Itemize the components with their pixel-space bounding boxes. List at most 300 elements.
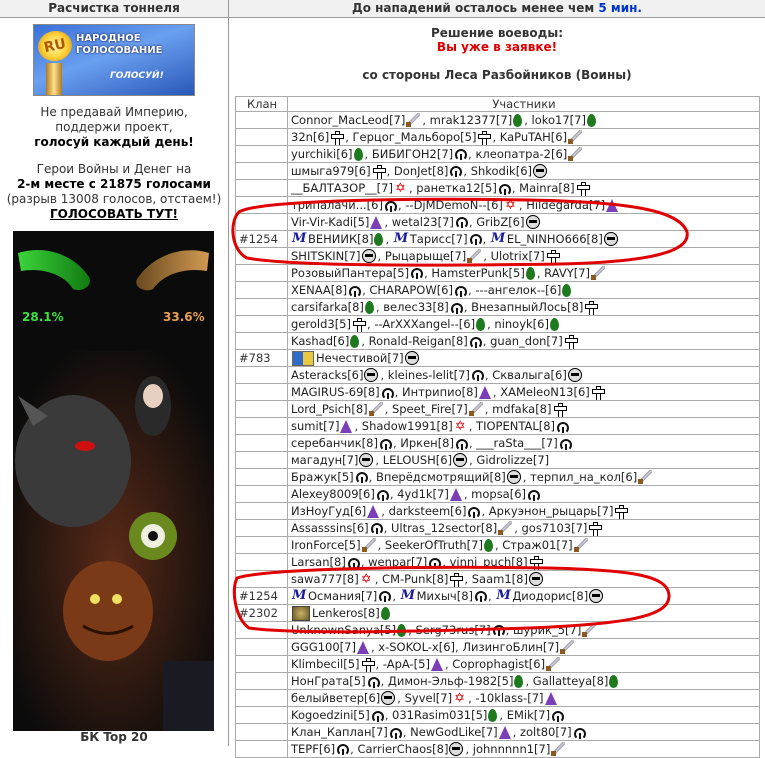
- cross-icon[interactable]: [576, 182, 589, 195]
- skull-icon[interactable]: [453, 453, 467, 467]
- clan-m-icon[interactable]: M: [393, 231, 409, 247]
- dagger-icon[interactable]: [467, 249, 481, 263]
- clan-cell: [236, 622, 288, 639]
- table-row: [236, 384, 760, 401]
- participant-name[interactable]: Lord_Psich[8]: [291, 401, 368, 416]
- participant-name[interactable]: kleines-lelit[7]: [387, 367, 470, 382]
- dagger-icon[interactable]: [498, 521, 512, 535]
- participant-name[interactable]: EL_NINHO666[8]: [506, 231, 603, 246]
- participant-name[interactable]: GGG100[7]: [291, 639, 356, 654]
- clan-cell: [236, 707, 288, 724]
- clan-cell: [236, 299, 288, 316]
- participant-name[interactable]: johnnnnn1[7]: [472, 741, 551, 756]
- participant-name[interactable]: __БАЛТАЗОР__[7]: [291, 181, 393, 195]
- clan-emblem-icon[interactable]: [292, 606, 310, 621]
- hook-icon[interactable]: [454, 148, 466, 160]
- participant-name[interactable]: CHARAPOW[6]: [369, 283, 453, 297]
- clan-m-icon[interactable]: M: [292, 231, 307, 247]
- hook-icon[interactable]: [450, 302, 462, 314]
- participant-name[interactable]: gerold3[5]: [291, 317, 351, 331]
- participant-name[interactable]: SeekerOfTruth[7]: [384, 537, 483, 552]
- participant-name[interactable]: терпил_на_кол[6]: [530, 469, 638, 484]
- leaf-icon[interactable]: [488, 709, 497, 722]
- participant-name[interactable]: -10klass-[7]: [475, 690, 544, 705]
- table-row: [236, 452, 760, 469]
- wizard-hat-icon[interactable]: [479, 386, 491, 399]
- skull-icon[interactable]: [526, 215, 540, 229]
- hook-icon[interactable]: [410, 267, 422, 279]
- members-cell: [288, 350, 760, 367]
- participant-name[interactable]: CM-Punk[8]: [382, 571, 449, 586]
- dagger-icon[interactable]: [551, 742, 565, 756]
- wizard-hat-icon[interactable]: [340, 420, 352, 433]
- hook-icon[interactable]: [376, 489, 388, 501]
- clan-cell: [236, 282, 288, 299]
- leaf-icon[interactable]: [514, 675, 523, 688]
- participant-name[interactable]: --ArXXXangel--[6]: [374, 317, 476, 331]
- participant-name[interactable]: Gidrolizze[7]: [476, 452, 550, 467]
- participant-name[interactable]: ранетка12[5]: [416, 181, 497, 195]
- leaf-icon[interactable]: [587, 114, 596, 127]
- clan-m-icon[interactable]: M: [496, 588, 511, 604]
- participant-name[interactable]: Иркен[8]: [400, 436, 454, 450]
- cross-icon[interactable]: [591, 386, 604, 399]
- members-cell: UnknownSanya[5] , Serg73rus[7] , шурик_5[7]: [288, 622, 760, 639]
- star-icon[interactable]: ✡: [504, 198, 516, 213]
- participant-name[interactable]: DonJet[8]: [393, 163, 449, 178]
- war-poster[interactable]: [13, 231, 214, 731]
- participant-name[interactable]: GribZ[6]: [476, 214, 525, 229]
- leaf-icon[interactable]: [374, 233, 383, 246]
- members-cell: Бражук[5] , Вперёдсмотрящий[8] , терпил_на_кол[6]: [288, 469, 760, 486]
- dagger-icon[interactable]: [638, 470, 652, 484]
- clan-column-header: Клан: [236, 97, 288, 112]
- dagger-icon[interactable]: [560, 640, 574, 654]
- leaf-icon[interactable]: [609, 675, 618, 688]
- wizard-hat-icon[interactable]: [357, 641, 369, 654]
- hook-icon[interactable]: [428, 557, 440, 569]
- star-icon[interactable]: ✡: [454, 419, 466, 434]
- members-cell: [288, 605, 760, 622]
- participant-name[interactable]: TIOPENTAL[8]: [476, 419, 556, 433]
- hook-icon[interactable]: [370, 522, 382, 534]
- clan-cell: [236, 214, 288, 231]
- wizard-hat-icon[interactable]: [450, 488, 462, 501]
- hook-icon[interactable]: [551, 710, 563, 722]
- participant-name[interactable]: НонГрата[5]: [291, 674, 366, 688]
- members-cell: carsifarka[8] , велес33[8] , ВнезапныйЛось[8]: [288, 299, 760, 316]
- skull-icon[interactable]: [405, 351, 419, 365]
- members-cell: yurchiki[6] , БИБИГОН2[7] , клеопатра-2[6]: [288, 146, 760, 163]
- vote-link[interactable]: ГОЛОСОВАТЬ ТУТ!: [49, 207, 179, 221]
- table-row: [236, 537, 760, 554]
- hook-icon[interactable]: [559, 438, 571, 450]
- skull-icon[interactable]: [568, 368, 582, 382]
- cross-icon[interactable]: [614, 505, 627, 518]
- poster-art: [13, 231, 214, 731]
- skull-icon[interactable]: [381, 691, 395, 705]
- participant-name[interactable]: EMik[7]: [506, 708, 551, 722]
- leaf-icon[interactable]: [365, 301, 374, 314]
- participant-name[interactable]: darksteem[6]: [388, 504, 467, 518]
- members-cell: gerold3[5] , --ArXXXangel--[6] , ninoyk[6]: [288, 316, 760, 333]
- participant-name[interactable]: KaPuTAH[6]: [499, 129, 568, 144]
- table-row: [236, 435, 760, 452]
- table-row: [236, 554, 760, 571]
- table-row: [236, 503, 760, 520]
- participant-name[interactable]: Asteracks[6]: [291, 367, 364, 382]
- members-cell: Asteracks[6] , kleines-lelit[7] , Сквалыга[6]: [288, 367, 760, 384]
- participant-name[interactable]: -ApA-[5]: [382, 656, 430, 671]
- participant-name[interactable]: белыйветер[6]: [291, 690, 381, 705]
- participant-name[interactable]: XAMeleoN13[6]: [500, 385, 590, 399]
- clan-cell: [236, 639, 288, 656]
- skull-icon[interactable]: [364, 368, 378, 382]
- participant-name[interactable]: магадун[7]: [291, 452, 359, 467]
- participant-name[interactable]: Ronald-Reigan[8]: [368, 334, 468, 348]
- star-icon[interactable]: ✡: [395, 181, 406, 196]
- participant-name[interactable]: Kashad[6]: [291, 334, 350, 348]
- participant-name[interactable]: 031Rasim031[5]: [392, 708, 488, 722]
- skull-icon[interactable]: [604, 232, 618, 246]
- skull-icon[interactable]: [507, 470, 521, 484]
- participant-name[interactable]: LELOUSH[6]: [382, 452, 453, 467]
- table-row: [236, 469, 760, 486]
- participant-name[interactable]: Speet_Fire[7]: [391, 401, 468, 416]
- participant-name[interactable]: zolt80[7]: [519, 725, 572, 739]
- participant-name[interactable]: Михыч[8]: [416, 588, 473, 603]
- dagger-icon[interactable]: [568, 130, 582, 144]
- hook-icon[interactable]: [467, 506, 479, 518]
- participant-name[interactable]: MAGIRUS-69[8]: [291, 385, 380, 399]
- participant-name[interactable]: трипалачи...[6]: [291, 198, 383, 212]
- table-row: [236, 231, 760, 248]
- participant-name[interactable]: TEPF[6]: [291, 741, 336, 756]
- participant-name[interactable]: mdfaka[8]: [492, 401, 552, 416]
- clan-cell: [236, 163, 288, 180]
- participant-name[interactable]: Assasssins[6]: [291, 520, 369, 535]
- leaf-icon[interactable]: [476, 318, 485, 331]
- participant-name[interactable]: Kogoedzini[5]: [291, 708, 370, 722]
- participant-name[interactable]: ВнезапныйЛось[8]: [471, 300, 584, 314]
- participant-name[interactable]: SHITSKIN[7]: [291, 248, 361, 263]
- clan-m-icon[interactable]: M: [490, 231, 506, 247]
- cross-icon[interactable]: [564, 335, 577, 348]
- table-row: [236, 707, 760, 724]
- participant-name[interactable]: ВЕНИИК[8]: [308, 231, 374, 246]
- participant-name[interactable]: yurchiki[6]: [291, 146, 353, 161]
- table-row: [236, 214, 760, 231]
- participant-name[interactable]: Saam1[8]: [471, 571, 528, 586]
- participant-name[interactable]: Gallatteya[8]: [532, 674, 609, 688]
- members-cell: sumit[7] , Shadow1991[8] ✡ , TIOPENTAL[8]: [288, 418, 760, 435]
- participant-name[interactable]: 32n[6]: [291, 129, 330, 144]
- leaf-icon[interactable]: [513, 114, 522, 127]
- participant-name[interactable]: Герцог_Мальборо[5]: [352, 129, 477, 144]
- members-cell: M ВЕНИИК[8] , M Тарисс[7] , M EL_NINHO666[8]: [288, 231, 760, 248]
- participant-name[interactable]: sumit[7]: [291, 419, 340, 433]
- members-cell: Larsan[8] , wenpar[7] , vinni_puch[8]: [288, 554, 760, 571]
- participant-name[interactable]: ИзНоуГуд[6]: [291, 504, 367, 518]
- wizard-hat-icon[interactable]: [431, 658, 443, 671]
- wizard-hat-icon[interactable]: [499, 726, 511, 739]
- clan-cell: [236, 452, 288, 469]
- participant-name[interactable]: Alexey8009[6]: [291, 487, 375, 501]
- cross-icon[interactable]: [584, 301, 597, 314]
- participant-name[interactable]: Клан_Каплан[7]: [291, 725, 388, 739]
- participant-name[interactable]: Рыцарыще[7]: [384, 248, 467, 263]
- participant-name[interactable]: Mainra[8]: [519, 181, 575, 195]
- participant-name[interactable]: Вперёдсмотрящий[8]: [375, 469, 506, 484]
- participant-name[interactable]: серебанчик[8]: [291, 436, 378, 450]
- participant-name[interactable]: Ultras_12sector[8]: [390, 520, 498, 535]
- participant-name[interactable]: Диодорис[8]: [512, 588, 589, 603]
- skull-icon[interactable]: [533, 164, 547, 178]
- participant-name[interactable]: Тарисс[7]: [409, 231, 468, 246]
- clan-cell: [236, 503, 288, 520]
- clan-m-icon[interactable]: M: [400, 588, 416, 604]
- participant-name[interactable]: Shadow1991[8]: [361, 419, 453, 433]
- clan-cell: [236, 435, 288, 452]
- hook-icon[interactable]: [469, 336, 481, 348]
- cross-icon[interactable]: [449, 573, 462, 586]
- members-cell: TEPF[6] , CarrierChaos[8] , johnnnnn1[7]: [288, 741, 760, 758]
- skull-icon[interactable]: [529, 572, 543, 586]
- star-icon[interactable]: ✡: [360, 571, 372, 587]
- participant-name[interactable]: ЛизингоБлин[7]: [462, 639, 560, 654]
- participant-name[interactable]: gos7103[7]: [521, 520, 588, 535]
- participant-name[interactable]: БИБИГОН2[7]: [371, 146, 454, 161]
- hook-icon[interactable]: [336, 743, 348, 755]
- participant-name[interactable]: Аркуэнон_рыцарь[7]: [488, 504, 614, 518]
- participant-name[interactable]: велес33[8]: [383, 300, 449, 314]
- hook-icon[interactable]: [367, 676, 379, 688]
- hook-icon[interactable]: [527, 489, 539, 501]
- cross-icon[interactable]: [361, 658, 374, 671]
- participant-name[interactable]: HamsterPunk[5]: [431, 265, 525, 280]
- clan-cell: [236, 146, 288, 163]
- leaf-icon[interactable]: [381, 607, 390, 620]
- rating-text: Герои Войны и Денег на 2-м месте с 21875 голосами (разрыв 13008 голосов, отстаем!) ГОЛОСОВАТЬ ТУТ!: [6, 162, 222, 221]
- clan-flag-icon[interactable]: [292, 351, 314, 366]
- clan-cell: [236, 537, 288, 554]
- participant-name[interactable]: шурик_5[7]: [512, 622, 582, 637]
- clan-cell: [236, 248, 288, 265]
- hook-icon[interactable]: [379, 438, 391, 450]
- clan-cell: [236, 367, 288, 384]
- clan-cell: #1254: [236, 231, 288, 248]
- side-label: со стороны Леса Разбойников (Воины): [362, 68, 632, 82]
- cross-icon[interactable]: [372, 165, 385, 178]
- cross-icon[interactable]: [477, 131, 490, 144]
- cross-icon[interactable]: [330, 131, 343, 144]
- clan-cell: [236, 656, 288, 673]
- hook-icon[interactable]: [573, 727, 585, 739]
- dagger-icon[interactable]: [582, 623, 596, 637]
- hook-icon[interactable]: [471, 369, 483, 381]
- participant-name[interactable]: Нечестивой[7]: [316, 350, 404, 365]
- hook-icon[interactable]: [348, 285, 360, 297]
- clan-cell: [236, 112, 288, 129]
- leaf-icon[interactable]: [350, 335, 359, 348]
- dagger-icon[interactable]: [574, 538, 588, 552]
- dagger-icon[interactable]: [406, 113, 420, 127]
- table-row: [236, 367, 760, 384]
- skull-icon[interactable]: [359, 453, 373, 467]
- leaf-icon[interactable]: [550, 318, 559, 331]
- members-cell: шмыга979[6] , DonJet[8] , Shkodik[6]: [288, 163, 760, 180]
- participant-name[interactable]: Klimbecil[5]: [291, 656, 360, 671]
- participant-name[interactable]: wenpar[7]: [368, 555, 428, 569]
- table-row: [236, 605, 760, 622]
- dagger-icon[interactable]: [469, 402, 483, 416]
- participant-name[interactable]: CarrierChaos[8]: [357, 741, 449, 756]
- participant-name[interactable]: Coprophagist[6]: [452, 656, 546, 671]
- participant-name[interactable]: Бражук[5]: [291, 469, 354, 484]
- hook-icon[interactable]: [384, 200, 396, 212]
- countdown-header: До нападений осталось менее чем 5 мин.: [229, 0, 765, 18]
- participant-name[interactable]: XENAA[8]: [291, 283, 348, 297]
- members-cell: магадун[7] , LELOUSH[6] , Gidrolizze[7]: [288, 452, 760, 469]
- cross-icon[interactable]: [546, 250, 559, 263]
- countdown-time: 5 мин.: [598, 1, 642, 15]
- members-cell: белыйветер[6] , Syvel[7] ✡ , -10klass-[7]: [288, 690, 760, 707]
- dagger-icon[interactable]: [568, 147, 582, 161]
- participant-name[interactable]: Larsan[8]: [291, 555, 346, 569]
- skull-icon[interactable]: [589, 589, 603, 603]
- leaf-icon[interactable]: [397, 624, 406, 637]
- participant-name[interactable]: Hildegarda[7]: [526, 198, 606, 212]
- dagger-icon[interactable]: [546, 657, 560, 671]
- left-sidebar: [0, 0, 229, 746]
- dagger-icon[interactable]: [362, 538, 376, 552]
- participant-name[interactable]: mopsa[6]: [471, 487, 527, 501]
- members-cell: Клан_Каплан[7] , NewGodLike[7] , zolt80[7]: [288, 724, 760, 741]
- participant-name[interactable]: Османия[7]: [308, 588, 378, 603]
- participant-name[interactable]: sawa777[8]: [291, 571, 359, 586]
- dagger-icon[interactable]: [369, 402, 383, 416]
- hook-icon[interactable]: [347, 557, 359, 569]
- participant-name[interactable]: Lenkeros[8]: [312, 605, 380, 620]
- skull-icon[interactable]: [449, 742, 463, 756]
- cross-icon[interactable]: [352, 318, 365, 331]
- participant-name[interactable]: Интрипио[8]: [401, 385, 478, 399]
- participant-name[interactable]: loko17[7]: [531, 112, 586, 127]
- leaf-icon[interactable]: [354, 148, 363, 161]
- participant-name[interactable]: Ulotrix[7]: [490, 248, 545, 263]
- clan-cell: [236, 401, 288, 418]
- table-row: [236, 248, 760, 265]
- members-cell: Kashad[6] , Ronald-Reigan[8] , guan_don[7]: [288, 333, 760, 350]
- table-row: [236, 741, 760, 758]
- participant-name[interactable]: Syvel[7]: [404, 690, 453, 705]
- members-cell: XENAA[8] , CHARAPOW[6] , ---ангелок--[6]: [288, 282, 760, 299]
- participant-name[interactable]: Сквалыга[6]: [492, 367, 567, 382]
- star-icon[interactable]: ✡: [454, 690, 466, 706]
- participant-name[interactable]: шмыга979[6]: [291, 163, 371, 178]
- clan-cell: [236, 265, 288, 282]
- participant-name[interactable]: ninoyk[6]: [494, 317, 549, 331]
- hook-icon[interactable]: [378, 590, 390, 602]
- members-cell: Klimbecil[5] , -ApA-[5] , Coprophagist[6]: [288, 656, 760, 673]
- hook-icon[interactable]: [556, 421, 568, 433]
- vote-banner[interactable]: [33, 24, 195, 96]
- clan-cell: [236, 741, 288, 758]
- participant-name[interactable]: IronForce[5]: [291, 537, 361, 552]
- wizard-hat-icon[interactable]: [367, 505, 379, 518]
- hook-icon[interactable]: [381, 387, 393, 399]
- leaf-icon[interactable]: [562, 284, 571, 297]
- hook-icon[interactable]: [389, 727, 401, 739]
- brown-percent: 33.6%: [163, 310, 205, 324]
- leaf-icon[interactable]: [526, 267, 535, 280]
- participant-name[interactable]: ---ангелок--[6]: [475, 283, 562, 297]
- members-column-header: Участники: [288, 97, 760, 112]
- skull-icon[interactable]: [362, 249, 376, 263]
- participant-name[interactable]: --DjMDemoN--[6]: [405, 198, 503, 212]
- clan-cell: [236, 384, 288, 401]
- participant-name[interactable]: клеопатра-2[6]: [475, 146, 568, 161]
- cross-icon[interactable]: [529, 556, 542, 569]
- participant-name[interactable]: guan_don[7]: [490, 334, 563, 348]
- participant-name[interactable]: wetal23[7]: [391, 214, 454, 229]
- participant-name[interactable]: Страж01[7]: [502, 537, 573, 552]
- hook-icon[interactable]: [492, 624, 504, 636]
- hook-icon[interactable]: [455, 438, 467, 450]
- participant-name[interactable]: ___raSta___[7]: [476, 436, 558, 450]
- participant-name[interactable]: Serg73rus[7]: [415, 622, 491, 637]
- leaf-icon[interactable]: [484, 539, 493, 552]
- hook-icon[interactable]: [498, 183, 510, 195]
- bk-top-label[interactable]: БК Top 20: [80, 730, 148, 744]
- participant-name[interactable]: Connor_MacLeod[7]: [291, 112, 406, 127]
- hook-icon[interactable]: [355, 471, 367, 483]
- support-text: Не предавай Империю, поддержи проект, голосуй каждый день!: [34, 105, 194, 149]
- participant-name[interactable]: RAVY[7]: [544, 265, 591, 280]
- participant-name[interactable]: NewGodLike[7]: [410, 725, 498, 739]
- participant-name[interactable]: UnknownSanya[5]: [291, 622, 397, 637]
- hook-icon[interactable]: [469, 233, 481, 245]
- participant-name[interactable]: РозовыйПантера[5]: [291, 265, 410, 280]
- clan-cell: #1254: [236, 588, 288, 605]
- members-cell: Kogoedzini[5] , 031Rasim031[5] , EMik[7]: [288, 707, 760, 724]
- participant-name[interactable]: x-SOKOL-x[6]: [378, 639, 456, 654]
- hook-icon[interactable]: [474, 590, 486, 602]
- cross-icon[interactable]: [553, 403, 566, 416]
- hook-icon[interactable]: [449, 165, 461, 177]
- wizard-hat-icon[interactable]: [606, 199, 618, 212]
- participant-name[interactable]: carsifarka[8]: [291, 300, 364, 314]
- clan-m-icon[interactable]: M: [292, 588, 307, 604]
- cross-icon[interactable]: [588, 522, 601, 535]
- table-row: [236, 571, 760, 588]
- participant-name[interactable]: Shkodik[6]: [470, 163, 533, 178]
- participant-name[interactable]: Vir-Vir-Kadi[5]: [291, 214, 370, 229]
- dagger-icon[interactable]: [591, 266, 605, 280]
- clan-cell: [236, 129, 288, 146]
- members-cell: серебанчик[8] , Иркен[8] , ___raSta___[7]: [288, 435, 760, 452]
- table-row: [236, 622, 760, 639]
- participant-name[interactable]: 4yd1k[7]: [397, 487, 449, 501]
- hook-icon[interactable]: [371, 710, 383, 722]
- participant-name[interactable]: Димон-Эльф-1982[5]: [387, 674, 514, 688]
- wizard-hat-icon[interactable]: [545, 692, 557, 705]
- wizard-hat-icon[interactable]: [370, 216, 382, 229]
- hook-icon[interactable]: [455, 216, 467, 228]
- participant-name[interactable]: vinni_puch[8]: [449, 555, 528, 569]
- participant-name[interactable]: mrak12377[7]: [429, 112, 513, 127]
- hook-icon[interactable]: [454, 285, 466, 297]
